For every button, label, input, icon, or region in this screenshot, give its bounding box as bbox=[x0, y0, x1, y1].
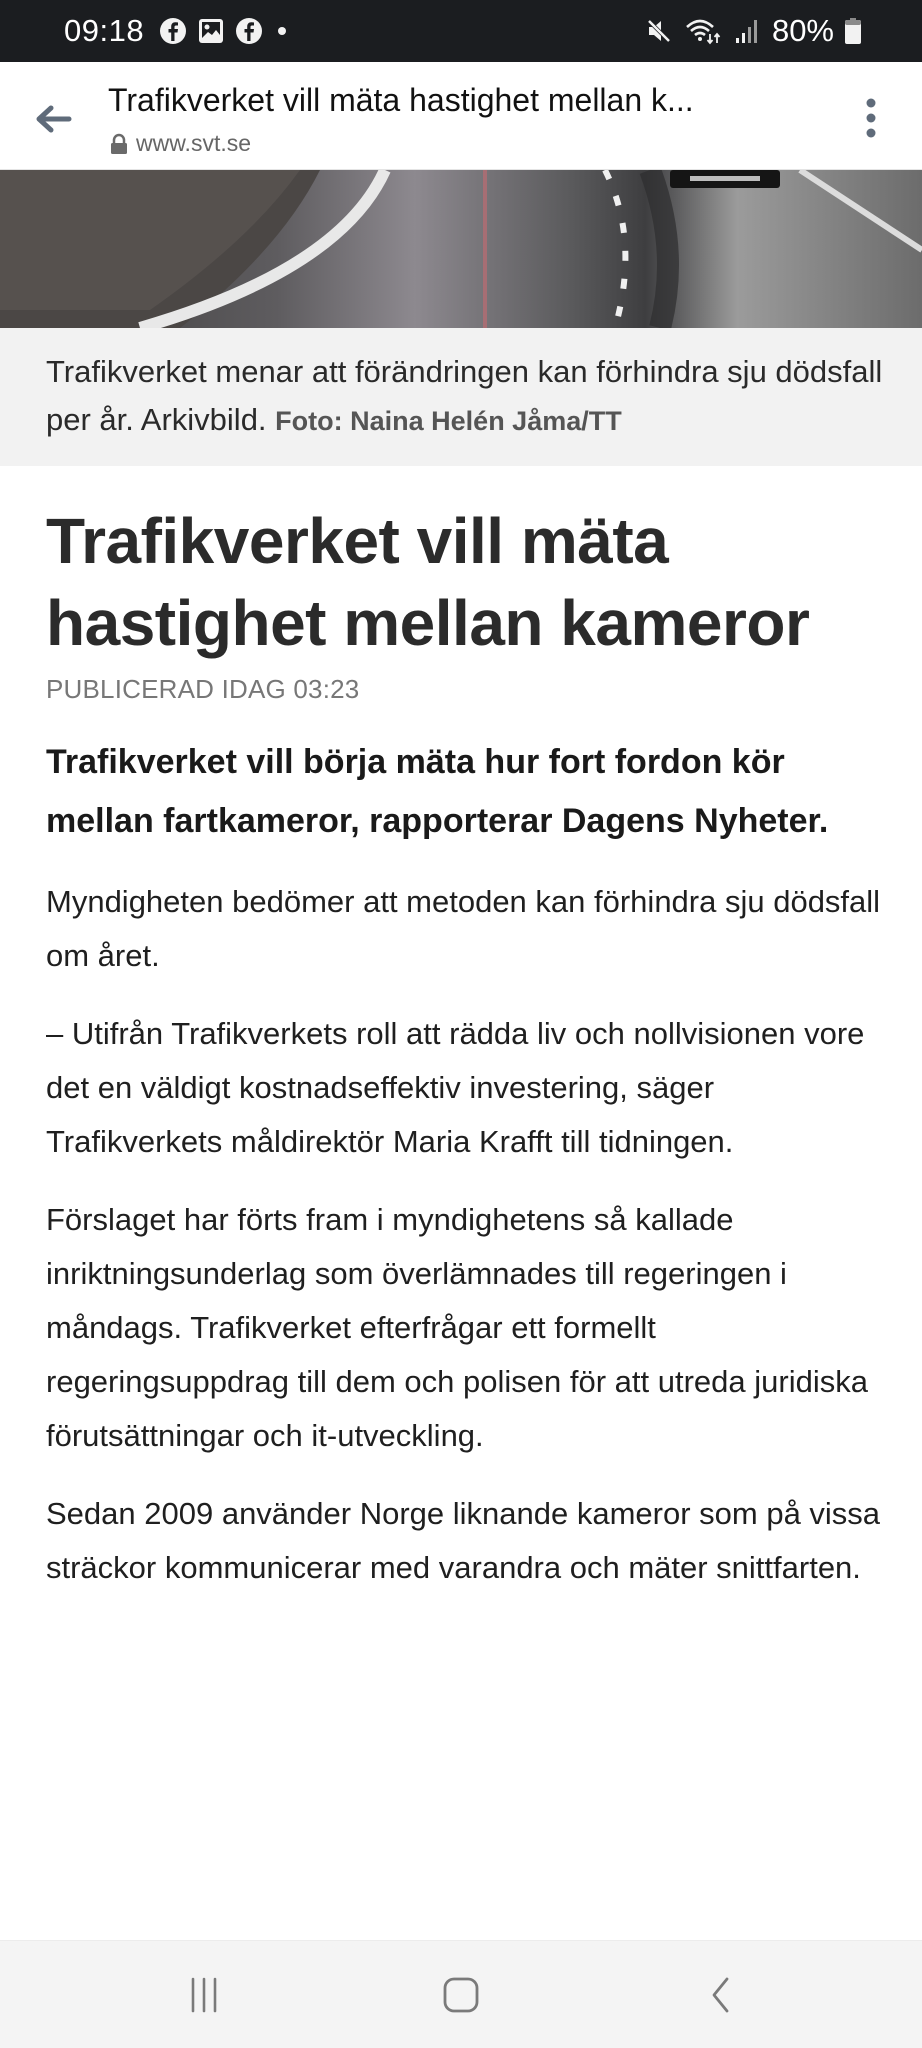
dot-icon bbox=[272, 16, 292, 46]
more-vert-icon bbox=[864, 96, 878, 140]
publish-timestamp: PUBLICERAD IDAG 03:23 bbox=[46, 674, 360, 704]
browser-toolbar bbox=[0, 62, 922, 170]
status-right bbox=[644, 0, 862, 62]
chevron-left-icon bbox=[700, 1975, 740, 2015]
article-paragraph: – Utifrån Trafikverkets roll att rädda liv och nollvisionen vore det en väldigt kostnadseffektiv investering, säger Trafikverkets måldirektör Maria Krafft till tidningen. bbox=[46, 1016, 865, 1159]
more-options-button[interactable] bbox=[848, 90, 894, 146]
battery-percent: 80% bbox=[771, 13, 834, 48]
mute-icon bbox=[644, 16, 674, 46]
recent-apps-button[interactable] bbox=[164, 1965, 244, 2025]
road-tunnel-image bbox=[0, 170, 922, 328]
article-paragraph: Myndigheten bedömer att metoden kan förhindra sju dödsfall om året. bbox=[46, 884, 881, 973]
hero-image[interactable] bbox=[0, 170, 922, 328]
article-body bbox=[46, 466, 886, 1595]
signal-icon bbox=[734, 16, 762, 46]
caption-text bbox=[46, 348, 886, 445]
article-paragraph: Sedan 2009 använder Norge liknande kameror som på vissa sträckor kommunicerar med varandra och mäter snittfarten. bbox=[46, 1496, 881, 1585]
status-time: 09:18 bbox=[64, 13, 145, 48]
article-paragraph: Förslaget har förts fram i myndighetens så kallade inriktningsunderlag som överlämnades till regeringen i måndags. Trafikverket efterfrågar ett formellt regeringsuppdrag till dem och polisen för att utreda juridiska förutsättningar och it-utveckling. bbox=[46, 1202, 868, 1453]
caption-description: Trafikverket menar att förändringen kan förhindra sju dödsfall per år. Arkivbild. bbox=[46, 354, 883, 437]
url-host-text: www.svt.se bbox=[136, 130, 252, 156]
image-caption bbox=[0, 328, 922, 466]
status-left bbox=[64, 0, 292, 62]
back-button[interactable] bbox=[30, 96, 76, 142]
system-navigation-bar bbox=[0, 1940, 922, 2048]
article-headline: Trafikverket vill mäta hastighet mellan kameror bbox=[46, 505, 810, 659]
battery-icon bbox=[844, 16, 862, 46]
article-lead: Trafikverket vill börja mäta hur fort fordon kör mellan fartkameror, rapporterar Dagens Nyheter. bbox=[46, 743, 829, 840]
status-bar bbox=[0, 0, 922, 62]
arrow-left-icon bbox=[33, 101, 73, 137]
lock-icon bbox=[110, 133, 128, 155]
home-button[interactable] bbox=[421, 1965, 501, 2025]
page-title[interactable]: Trafikverket vill mäta hastighet mellan k... bbox=[108, 82, 694, 118]
home-icon bbox=[441, 1975, 481, 2015]
wifi-icon bbox=[684, 16, 724, 46]
recent-apps-icon bbox=[184, 1975, 224, 2015]
gallery-icon bbox=[196, 16, 226, 46]
facebook-icon bbox=[234, 16, 264, 46]
url-host[interactable] bbox=[110, 130, 251, 157]
system-back-button[interactable] bbox=[680, 1965, 760, 2025]
photo-credit: Foto: Naina Helén Jåma/TT bbox=[275, 406, 622, 436]
facebook-icon bbox=[158, 16, 188, 46]
